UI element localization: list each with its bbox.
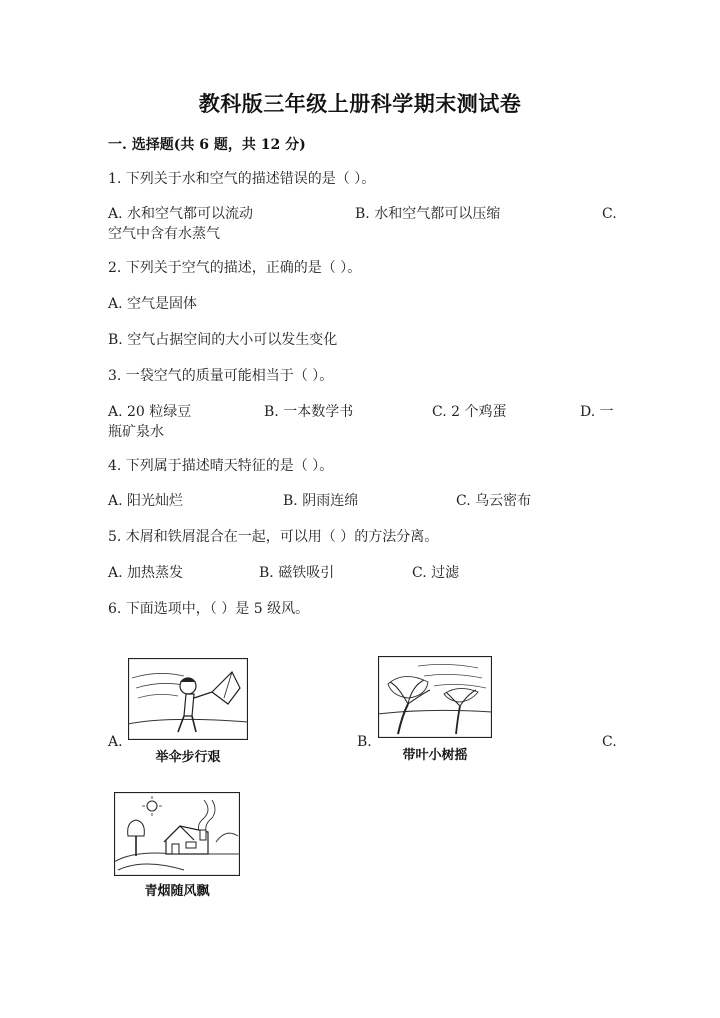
question-1-option-c-label[interactable]: C. — [602, 206, 617, 222]
umbrella-wind-illustration — [128, 658, 248, 740]
trees-wind-illustration — [378, 656, 492, 738]
question-5-option-b[interactable]: B. 磁铁吸引 — [259, 565, 335, 581]
question-5-option-a[interactable]: A. 加热蒸发 — [108, 565, 184, 581]
question-5-option-c[interactable]: C. 过滤 — [412, 565, 460, 581]
question-4-option-b[interactable]: B. 阴雨连绵 — [283, 493, 359, 509]
question-2-stem: 2. 下列关于空气的描述，正确的是（ ）。 — [108, 260, 362, 276]
question-5-stem: 5. 木屑和铁屑混合在一起，可以用（ ）的方法分离。 — [108, 529, 439, 545]
question-1-option-c-text[interactable]: 空气中含有水蒸气 — [108, 226, 220, 242]
question-1-option-a[interactable]: A. 水和空气都可以流动 — [108, 206, 254, 222]
question-1-option-b[interactable]: B. 水和空气都可以压缩 — [355, 206, 501, 222]
question-6-stem: 6. 下面选项中，（ ）是 5 级风。 — [108, 601, 310, 617]
question-1-stem: 1. 下列关于水和空气的描述错误的是（ ）。 — [108, 171, 376, 187]
question-4-stem: 4. 下列属于描述晴天特征的是（ ）。 — [108, 458, 334, 474]
question-2-option-a[interactable]: A. 空气是固体 — [108, 296, 198, 312]
question-6-option-b-label[interactable]: B. — [357, 734, 372, 750]
question-3-option-a[interactable]: A. 20 粒绿豆 — [108, 404, 192, 420]
question-4-option-a[interactable]: A. 阳光灿烂 — [108, 493, 184, 509]
trees-wind-picture[interactable] — [378, 656, 492, 738]
question-3-option-b[interactable]: B. 一本数学书 — [264, 404, 354, 420]
section-heading: 一. 选择题(共 6 题，共 12 分) — [108, 137, 306, 153]
smoke-house-illustration — [114, 792, 240, 876]
question-2-option-b[interactable]: B. 空气占据空间的大小可以发生变化 — [108, 332, 338, 348]
umbrella-wind-picture[interactable] — [128, 658, 248, 740]
question-3-option-d-text[interactable]: 瓶矿泉水 — [108, 424, 164, 440]
question-6-caption-a: 举伞步行艰 — [155, 750, 221, 765]
question-3-stem: 3. 一袋空气的质量可能相当于（ ）。 — [108, 368, 334, 384]
question-4-option-c[interactable]: C. 乌云密布 — [456, 493, 532, 509]
question-6-option-a-label[interactable]: A. — [108, 734, 123, 750]
question-3-option-c[interactable]: C. 2 个鸡蛋 — [432, 404, 507, 420]
question-6-caption-c: 青烟随风飘 — [144, 884, 210, 899]
page-title: 教科版三年级上册科学期末测试卷 — [198, 91, 522, 116]
smoke-house-picture[interactable] — [114, 792, 240, 876]
question-3-option-d-label[interactable]: D. 一 — [580, 404, 614, 420]
question-6-option-c-label[interactable]: C. — [602, 734, 617, 750]
question-6-caption-b: 带叶小树摇 — [402, 748, 468, 763]
